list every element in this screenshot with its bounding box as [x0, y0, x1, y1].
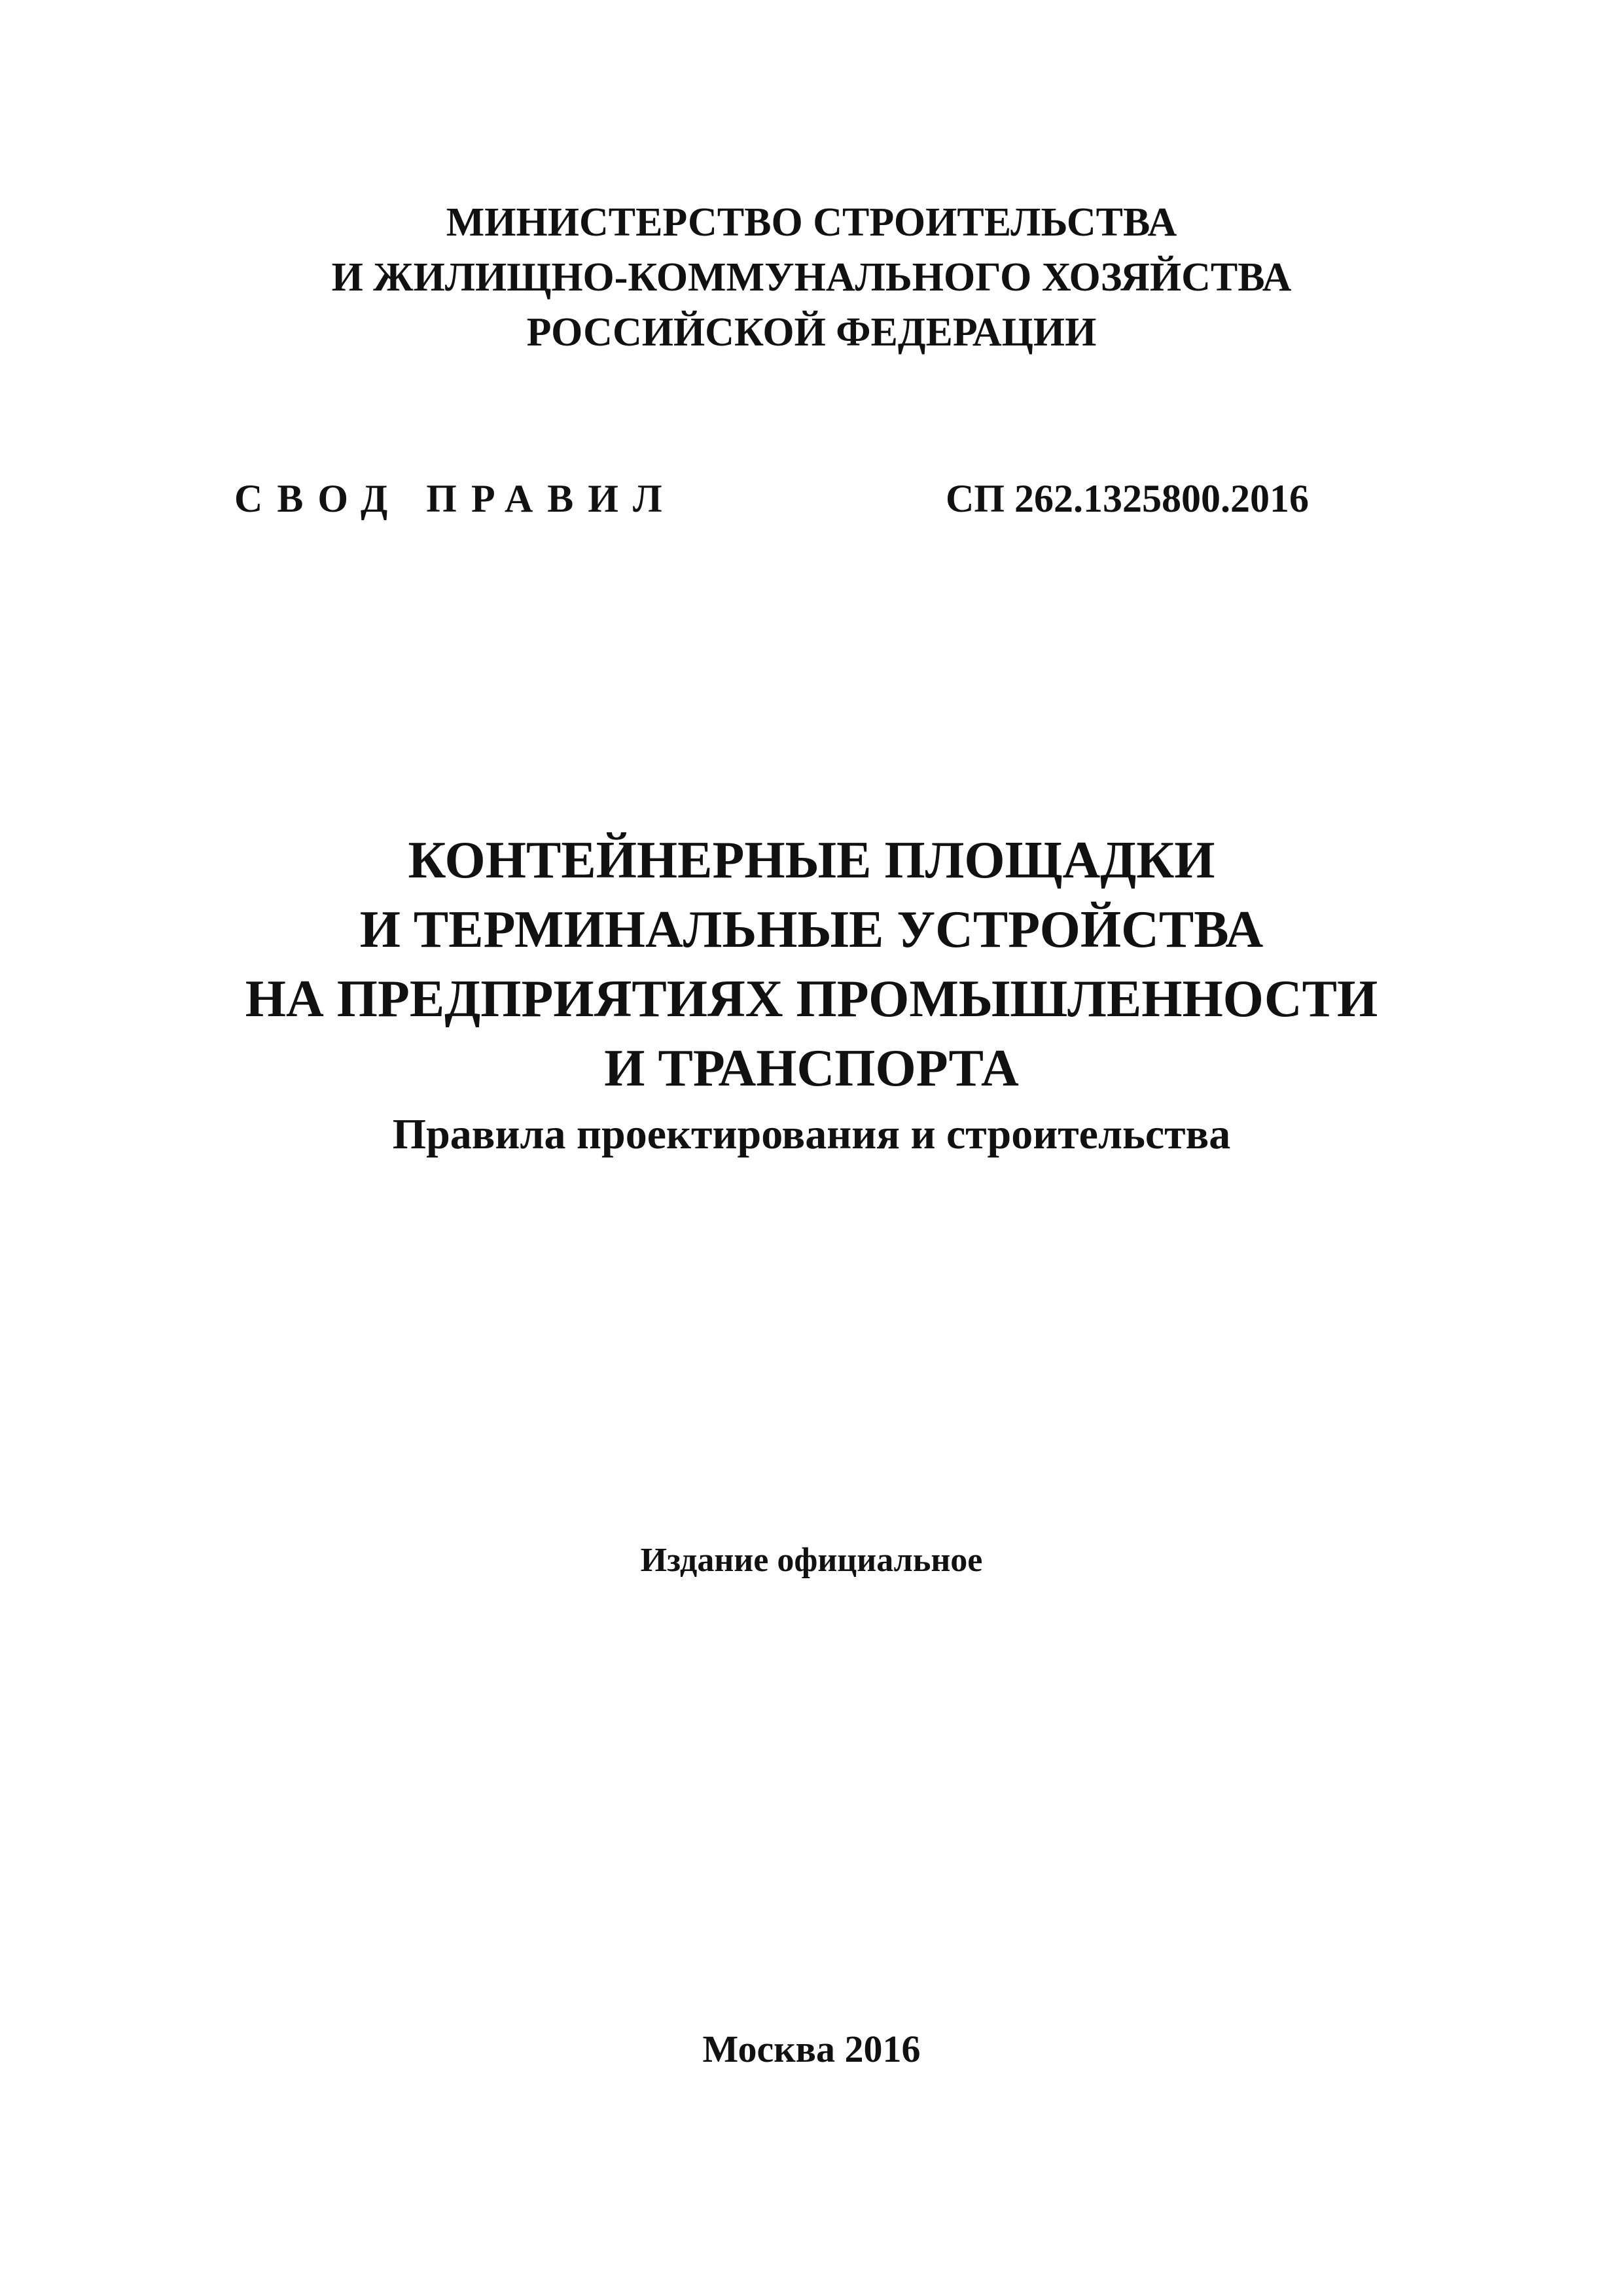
document-type-label: СВОД ПРАВИЛ	[234, 477, 677, 520]
ministry-line-3: РОССИЙСКОЙ ФЕДЕРАЦИИ	[526, 310, 1097, 355]
title-line-1: КОНТЕЙНЕРНЫЕ ПЛОЩАДКИ	[408, 832, 1215, 889]
edition-label: Издание официальное	[640, 1542, 983, 1579]
document-title-block	[0, 826, 1623, 1166]
title-line-3: НА ПРЕДПРИЯТИЯХ ПРОМЫШЛЕННОСТИ	[245, 970, 1378, 1028]
document-designation-row	[0, 476, 1623, 529]
title-line-2: И ТЕРМИНАЛЬНЫЕ УСТРОЙСТВА	[359, 901, 1264, 959]
ministry-line-2: И ЖИЛИЩНО-КОММУНАЛЬНОГО ХОЗЯЙСТВА	[331, 255, 1292, 300]
document-code: СП 262.1325800.2016	[946, 477, 1309, 520]
place-and-year: Москва 2016	[702, 2028, 921, 2070]
title-line-4: И ТРАНСПОРТА	[604, 1040, 1019, 1097]
ministry-header	[0, 195, 1623, 360]
document-subtitle: Правила проектирования и строительства	[392, 1110, 1231, 1158]
ministry-line-1: МИНИСТЕРСТВО СТРОИТЕЛЬСТВА	[446, 200, 1177, 245]
